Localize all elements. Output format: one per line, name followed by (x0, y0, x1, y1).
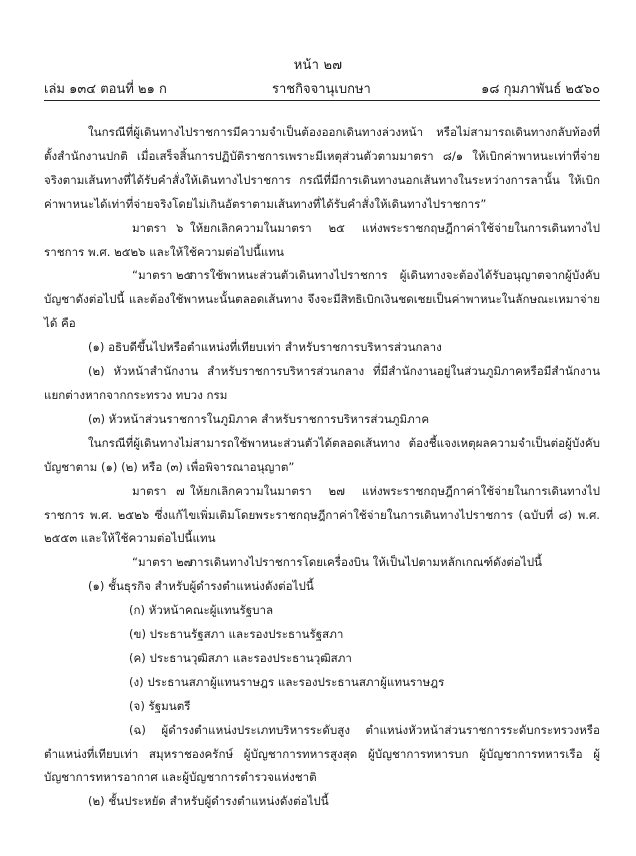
paragraph (44, 217, 600, 265)
paragraph-text: (๓) หัวหน้าส่วนราชการในภูมิภาค สำหรับราชการบริหารส่วนภูมิภาค (88, 411, 430, 426)
paragraph-text: (๒) ชั้นประหยัด สำหรับผู้ดำรงตำแหน่งดังต่อไปนี้ (88, 794, 329, 809)
section-label: “มาตรา (132, 268, 173, 283)
section-label: “มาตรา (132, 555, 173, 570)
paragraph-text: (ก) หัวหน้าคณะผู้แทนรัฐบาล (129, 603, 274, 618)
paragraph-text: ในกรณีที่ผู้เดินทางไม่สามารถใช้พาหนะส่วนตัวได้ตลอดเส้นทาง ต้องชี้แจงเหตุผลความจำเป็นต่อผู้บังคับบัญชาตาม (๑) (๒) หรือ (๓) เพื่อพิจารณาอนุญาต” (44, 435, 600, 474)
paragraph-text: (ข) ประธานรัฐสภา และรองประธานรัฐสภา (129, 627, 344, 642)
paragraph-text: (ง) ประธานสภาผู้แทนราษฎร และรองประธานสภาผู้แทนราษฎร (129, 674, 445, 689)
paragraph (44, 264, 600, 336)
document-body (44, 121, 600, 814)
section-number: ๒๕ (176, 268, 193, 283)
section-number: ๒๗ (176, 555, 193, 570)
paragraph-text: (จ) รัฐมนตรี (129, 698, 191, 713)
paragraph (44, 623, 600, 647)
paragraph (44, 671, 600, 695)
paragraph-text: (ค) ประธานวุฒิสภา และรองประธานวุฒิสภา (129, 650, 352, 665)
paragraph (44, 551, 600, 575)
publication-date: ๑๘ กุมภาพันธ์ ๒๕๖๐ (481, 82, 600, 97)
section-number: ๗ (176, 483, 185, 498)
paragraph (44, 575, 600, 599)
volume-issue: เล่ม ๑๓๔ ตอนที่ ๒๑ ก (44, 82, 167, 97)
paragraph (44, 719, 600, 791)
paragraph-text: ให้ยกเลิกความในมาตรา ๒๕ แห่งพระราชกฤษฎีกาค่าใช้จ่ายในการเดินทางไปราชการ พ.ศ. ๒๕๒๖ และให้ใช้ความต่อไปนี้แทน (44, 220, 600, 259)
paragraph (44, 790, 600, 814)
running-header (44, 78, 600, 100)
paragraph-text: ให้ยกเลิกความในมาตรา ๒๗ แห่งพระราชกฤษฎีกาค่าใช้จ่ายในการเดินทางไปราชการ พ.ศ. ๒๕๒๖ ซึ่งแก้ไขเพิ่มเติมโดยพระราชกฤษฎีกาค่าใช้จ่ายในการเดินทางไปราชการ (ฉบับที่ ๘) พ.ศ. ๒๕๕๓ และให้ใช้ความต่อไปนี้แทน (44, 483, 600, 546)
paragraph (44, 432, 600, 480)
paragraph (44, 336, 600, 360)
paragraph-text: การเดินทางไปราชการโดยเครื่องบิน ให้เป็นไปตามหลักเกณฑ์ดังต่อไปนี้ (190, 555, 542, 570)
publication-name: ราชกิจจานุเบกษา (272, 82, 371, 97)
paragraph-text: ในกรณีที่ผู้เดินทางไปราชการมีความจำเป็นต้องออกเดินทางล่วงหน้า หรือไม่สามารถเดินทางกลับท้องที่ตั้งสำนักงานปกติ เมื่อเสร็จสิ้นการปฏิบัติราชการเพราะมีเหตุส่วนตัวตามมาตรา ๘/๑ ให้เบิกค่าพาหนะเท่าที่จ่ายจริงตามเส้นทางที่ได้รับคำสั่งให้เดินทางไปราชการ กรณีที่มีการเดินทางนอกเส้นทางในระหว่างการลานั้น ให้เบิกค่าพาหนะได้เท่าที่จ่ายจริงโดยไม่เกินอัตราตามเส้นทางที่ได้รับคำสั่งให้เดินทางไปราชการ” (44, 125, 600, 211)
paragraph (44, 695, 600, 719)
paragraph (44, 480, 600, 552)
paragraph (44, 121, 600, 217)
paragraph-text: (๑) ชั้นธุรกิจ สำหรับผู้ดำรงตำแหน่งดังต่อไปนี้ (88, 579, 314, 594)
section-label: มาตรา (132, 220, 167, 235)
paragraph-text: การใช้พาหนะส่วนตัวเดินทางไปราชการ ผู้เดินทางจะต้องได้รับอนุญาตจากผู้บังคับบัญชาดังต่อไปนี้ และต้องใช้พาหนะนั้นตลอดเส้นทาง จึงจะมีสิทธิเบิกเงินชดเชยเป็นค่าพาหนะในลักษณะเหมาจ่ายได้ คือ (44, 268, 600, 331)
paragraph (44, 408, 600, 432)
paragraph-text: (๒) หัวหน้าสำนักงาน สำหรับราชการบริหารส่วนกลาง ที่มีสำนักงานอยู่ในส่วนภูมิภาคหรือมีสำนักงานแยกต่างหากจากกระทรวง ทบวง กรม (44, 364, 600, 402)
section-label: มาตรา (132, 483, 167, 498)
paragraph-text: (๑) อธิบดีขึ้นไปหรือตำแหน่งที่เทียบเท่า สำหรับราชการบริหารส่วนกลาง (88, 340, 442, 355)
paragraph (44, 647, 600, 671)
paragraph (44, 360, 600, 408)
paragraph-text: (ฉ) ผู้ดำรงตำแหน่งประเภทบริหารระดับสูง ตำแหน่งหัวหน้าส่วนราชการระดับกระทรวงหรือตำแหน่งที่เทียบเท่า สมุหราชองครักษ์ ผู้บัญชาการทหารสูงสุด ผู้บัญชาการทหารบก ผู้บัญชาการทหารเรือ ผู้บัญชาการทหารอากาศ และผู้บัญชาการตำรวจแห่งชาติ (44, 722, 600, 785)
header-divider (44, 100, 600, 101)
section-number: ๖ (176, 220, 184, 235)
paragraph (44, 599, 600, 623)
page-number: หน้า ๒๗ (293, 58, 343, 73)
